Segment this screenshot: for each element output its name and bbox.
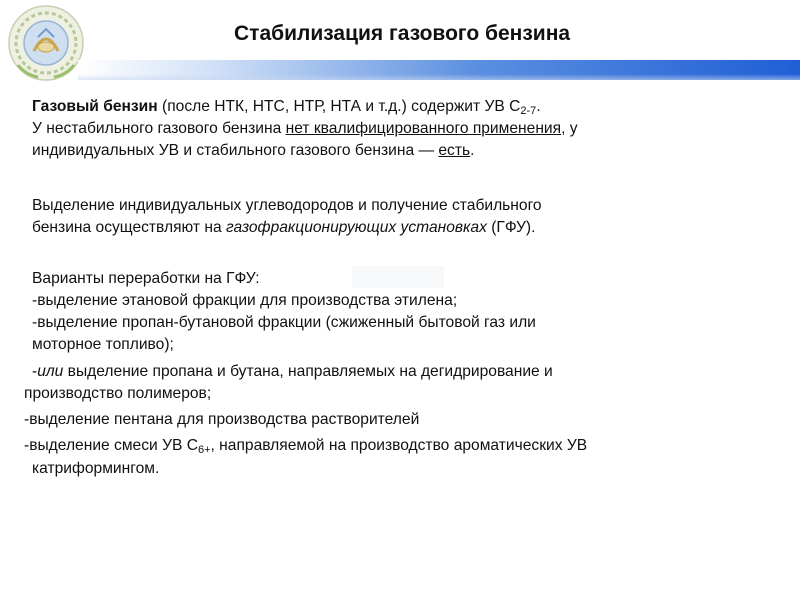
list-item: -выделение пентана для производства растворителей bbox=[24, 411, 420, 428]
list-heading: Варианты переработки на ГФУ: bbox=[32, 270, 260, 287]
subscript: 2-7 bbox=[520, 105, 537, 117]
text-span: . bbox=[470, 142, 475, 159]
list-item: -выделение этановой фракции для производства этилена; bbox=[32, 292, 458, 309]
text-span: бензина осуществляют на bbox=[32, 219, 226, 236]
paragraph-gfu bbox=[32, 217, 535, 239]
text-span: (после НТК, НТС, НТР, НТА и т.д.) содержит УВ С bbox=[157, 98, 521, 115]
subscript: 6+ bbox=[197, 444, 211, 456]
paragraph-individual-hc bbox=[32, 140, 474, 162]
underlined-text: нет квалифицированного применения bbox=[285, 120, 562, 137]
italic-text: газофракционирующих установках bbox=[225, 219, 487, 236]
slide-title: Стабилизация газового бензина bbox=[234, 22, 571, 45]
text-span: индивидуальных УВ и стабильного газового бензина — bbox=[32, 142, 439, 159]
header-bar-shadow bbox=[78, 74, 800, 80]
text-span: -выделение смеси УВ С bbox=[24, 437, 198, 454]
header-gradient-bar bbox=[78, 60, 800, 80]
faint-highlight-box bbox=[352, 266, 444, 288]
paragraph-separation: Выделение индивидуальных углеводородов и получение стабильного bbox=[32, 197, 542, 214]
list-item-continuation: производство полимеров; bbox=[24, 385, 212, 402]
bold-term: Газовый бензин bbox=[32, 98, 158, 115]
list-item bbox=[24, 435, 587, 457]
text-span: (ГФУ). bbox=[486, 219, 536, 236]
list-item-continuation: катриформингом. bbox=[32, 460, 160, 477]
text-span: . bbox=[536, 98, 541, 115]
underlined-text: есть bbox=[438, 142, 471, 159]
university-emblem-icon bbox=[4, 3, 88, 83]
list-item: -выделение пропан-бутановой фракции (сжиженный бытовой газ или bbox=[32, 314, 536, 331]
text-span: У нестабильного газового бензина bbox=[32, 120, 286, 137]
text-span: , направляемой на производство ароматических УВ bbox=[210, 437, 588, 454]
paragraph-gas-gasoline bbox=[32, 96, 541, 118]
list-item-continuation: моторное топливо); bbox=[32, 336, 174, 353]
text-span: выделение пропана и бутана, направляемых на дегидрирование и bbox=[63, 363, 553, 380]
text-span: - bbox=[32, 363, 38, 380]
list-item bbox=[32, 361, 553, 383]
paragraph-unstable-gasoline bbox=[32, 118, 578, 140]
text-span: , у bbox=[561, 120, 578, 137]
italic-text: или bbox=[37, 363, 64, 380]
